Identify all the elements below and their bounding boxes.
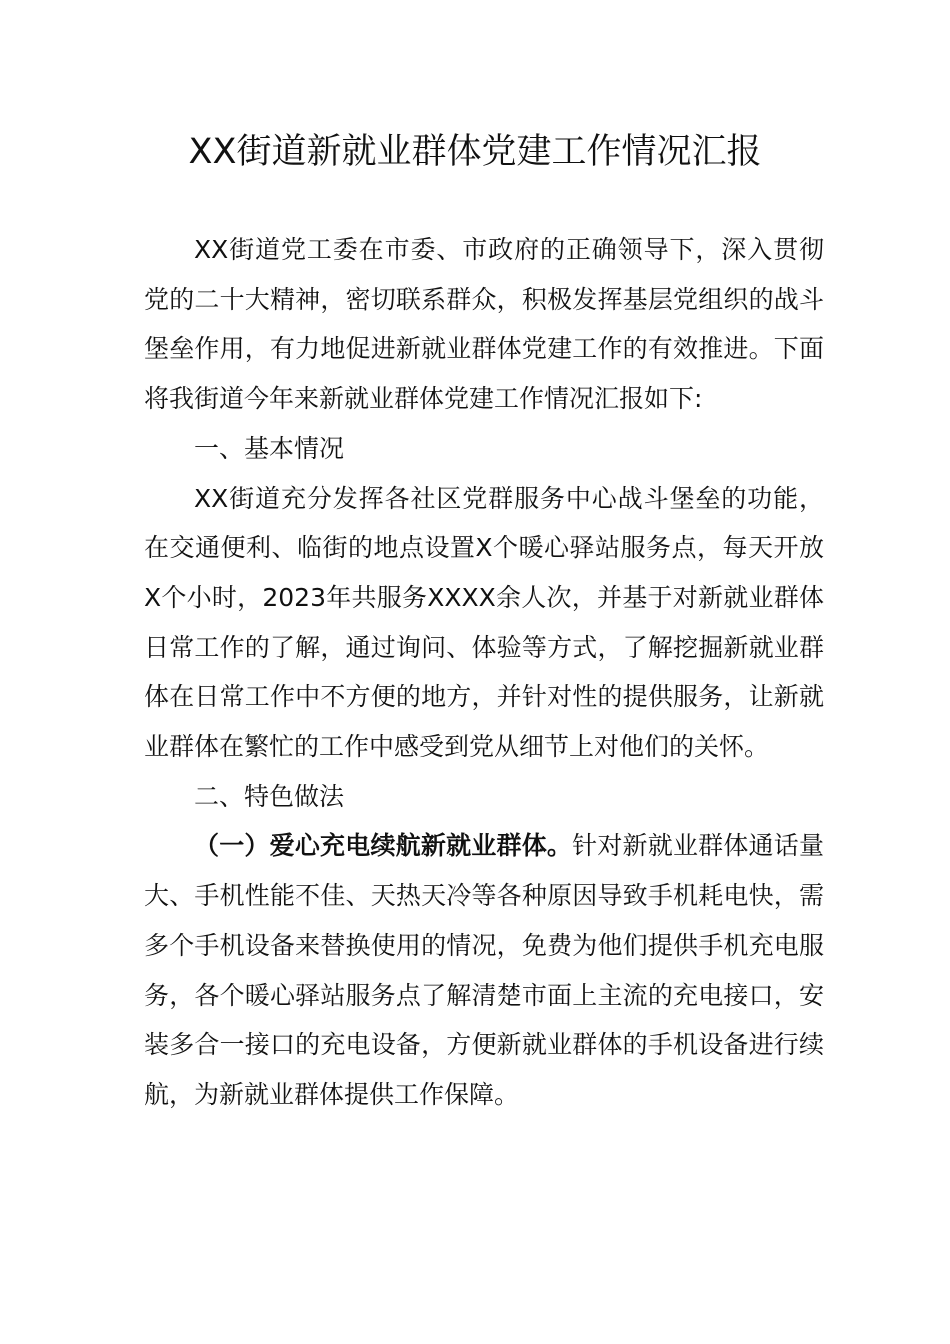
section-2-item-1-text: 针对新就业群体通话量大、手机性能不佳、天热天冷等各种原因导致手机耗电快，需多个手机设备来替换使用的情况，免费为他们提供手机充电服务，各个暖心驿站服务点了解清楚市面上主流的充电接口，安装多合一接口的充电设备，方便新就业群体的手机设备进行续航，为新就业群体提供工作保障。 xyxy=(144,831,824,1109)
section-2-heading: 二、特色做法 xyxy=(194,781,345,811)
section-2-item-1-lead: （一）爱心充电续航新就业群体。 xyxy=(194,831,573,861)
document-body xyxy=(144,225,824,1120)
document-title: XX街道新就业群体党建工作情况汇报 xyxy=(188,132,762,172)
section-1-paragraph: XX街道充分发挥各社区党群服务中心战斗堡垒的功能，在交通便利、临街的地点设置X个暖心驿站服务点，每天开放X个小时，2023年共服务XXXX余人次，并基于对新就业群体日常工作的了解，通过询问、体验等方式，了解挖掘新就业群体在日常工作中不方便的地方，并针对性的提供服务，让新就业群体在繁忙的工作中感受到党从细节上对他们的关怀。 xyxy=(144,483,824,762)
section-1-heading: 一、基本情况 xyxy=(194,433,345,463)
intro-paragraph: XX街道党工委在市委、市政府的正确领导下，深入贯彻党的二十大精神，密切联系群众，积极发挥基层党组织的战斗堡垒作用，有力地促进新就业群体党建工作的有效推进。下面将我街道今年来新就业群体党建工作情况汇报如下: xyxy=(144,235,824,414)
section-2-item-1-paragraph xyxy=(144,821,824,1119)
